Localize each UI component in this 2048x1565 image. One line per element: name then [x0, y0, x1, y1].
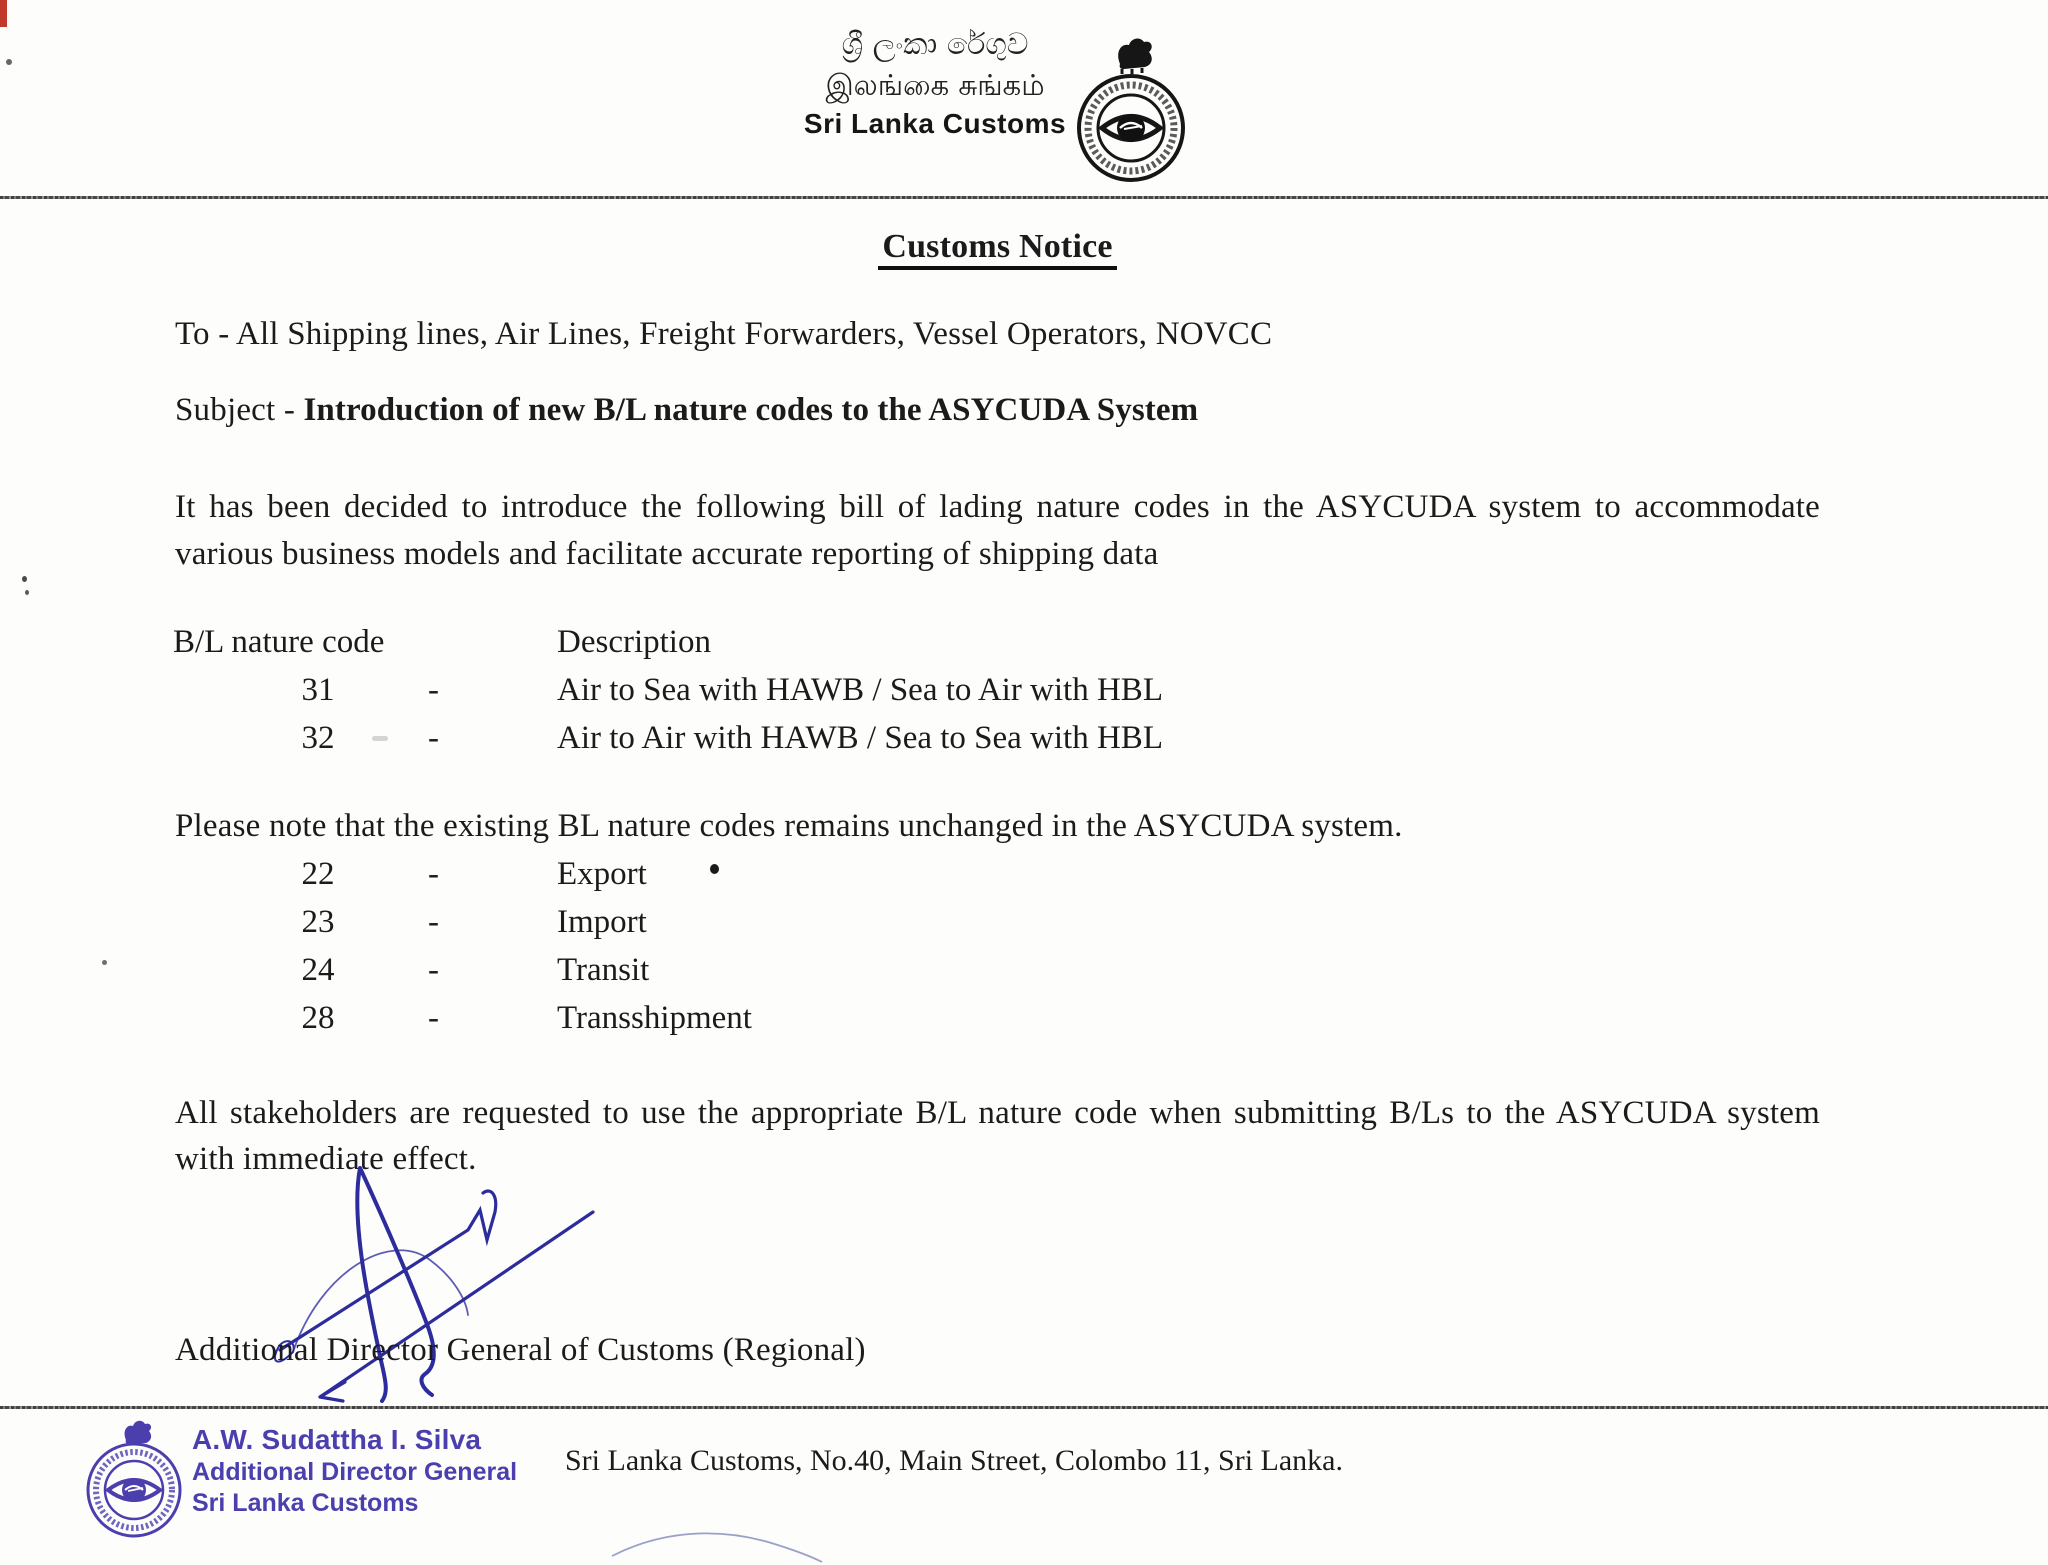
code-description: Air to Sea with HAWB / Sea to Air with HBL	[557, 672, 1163, 708]
header-divider-line	[0, 196, 2048, 199]
scan-pen-curve-artifact	[608, 1522, 828, 1565]
subject-label: Subject -	[175, 392, 296, 428]
intro-paragraph: It has been decided to introduce the following bill of lading nature codes in the ASYCUDA system to accommodate various business models and facilitate accurate reporting of shipping data	[175, 489, 1820, 572]
letterhead-sinhala: ශ්‍රී ලංකා රේගුව	[841, 27, 1029, 62]
closing-paragraph: All stakeholders are requested to use the appropriate B/L nature code when submitting B/Ls to the ASYCUDA system with immediate effect.	[175, 1095, 1820, 1177]
dash-separator: -	[428, 856, 439, 892]
code-description: Import	[557, 904, 647, 940]
code-value: 22	[301, 856, 335, 892]
stamp-signatory-title: Additional Director General	[192, 1458, 518, 1487]
scan-speck	[102, 960, 107, 965]
code-value: 24	[301, 952, 335, 988]
codes-table-header-row	[0, 624, 2048, 668]
code-value: 23	[301, 904, 335, 940]
code-value: 28	[301, 1000, 335, 1036]
dash-separator: -	[428, 672, 439, 708]
stamp-organization: Sri Lanka Customs	[192, 1489, 419, 1518]
table-row	[0, 672, 2048, 716]
existing-codes-note: Please note that the existing BL nature codes remains unchanged in the ASYCUDA system.	[175, 808, 1403, 844]
col-header-description: Description	[557, 624, 711, 660]
table-row	[0, 720, 2048, 764]
footer-stamp-emblem-icon	[84, 1418, 186, 1540]
table-row	[0, 856, 2048, 900]
signatory-title: Additional Director General of Customs (Regional)	[175, 1332, 866, 1368]
scan-speck	[22, 576, 27, 582]
dash-separator: -	[428, 720, 439, 756]
footer-divider-line	[0, 1406, 2048, 1409]
page-title-row	[175, 228, 1820, 266]
footer-stamp-text	[192, 1424, 517, 1517]
table-row	[0, 904, 2048, 948]
footer-address: Sri Lanka Customs, No.40, Main Street, Colombo 11, Sri Lanka.	[565, 1444, 1343, 1477]
scan-speck	[25, 590, 29, 595]
letterhead-english: Sri Lanka Customs	[803, 107, 1067, 139]
code-description: Transit	[557, 952, 650, 988]
table-row	[0, 952, 2048, 996]
scan-smudge	[372, 736, 388, 741]
sri-lanka-customs-emblem-icon	[1072, 34, 1190, 184]
letterhead	[770, 28, 1100, 140]
code-description: Transshipment	[557, 1000, 752, 1036]
code-value: 31	[301, 672, 335, 708]
scan-speck	[710, 864, 719, 874]
handwritten-signature	[182, 1150, 657, 1408]
letterhead-tamil: இலங்கை சுங்கம்	[825, 67, 1045, 102]
subject-text: Introduction of new B/L nature codes to the ASYCUDA System	[303, 392, 1199, 428]
code-description: Export	[557, 856, 647, 892]
stamp-signatory-name: A.W. Sudattha I. Silva	[192, 1424, 482, 1455]
table-row	[0, 1000, 2048, 1044]
subject-line	[175, 392, 1820, 429]
page-title: Customs Notice	[878, 228, 1116, 270]
dash-separator: -	[428, 1000, 439, 1036]
code-value: 32	[301, 720, 335, 756]
col-header-bl-nature-code: B/L nature code	[173, 624, 385, 660]
scan-speck	[6, 59, 12, 65]
dash-separator: -	[428, 904, 439, 940]
dash-separator: -	[428, 952, 439, 988]
scan-red-mark	[0, 0, 7, 27]
code-description: Air to Air with HAWB / Sea to Sea with HBL	[557, 720, 1163, 756]
to-line: To - All Shipping lines, Air Lines, Freight Forwarders, Vessel Operators, NOVCC	[175, 316, 1273, 352]
